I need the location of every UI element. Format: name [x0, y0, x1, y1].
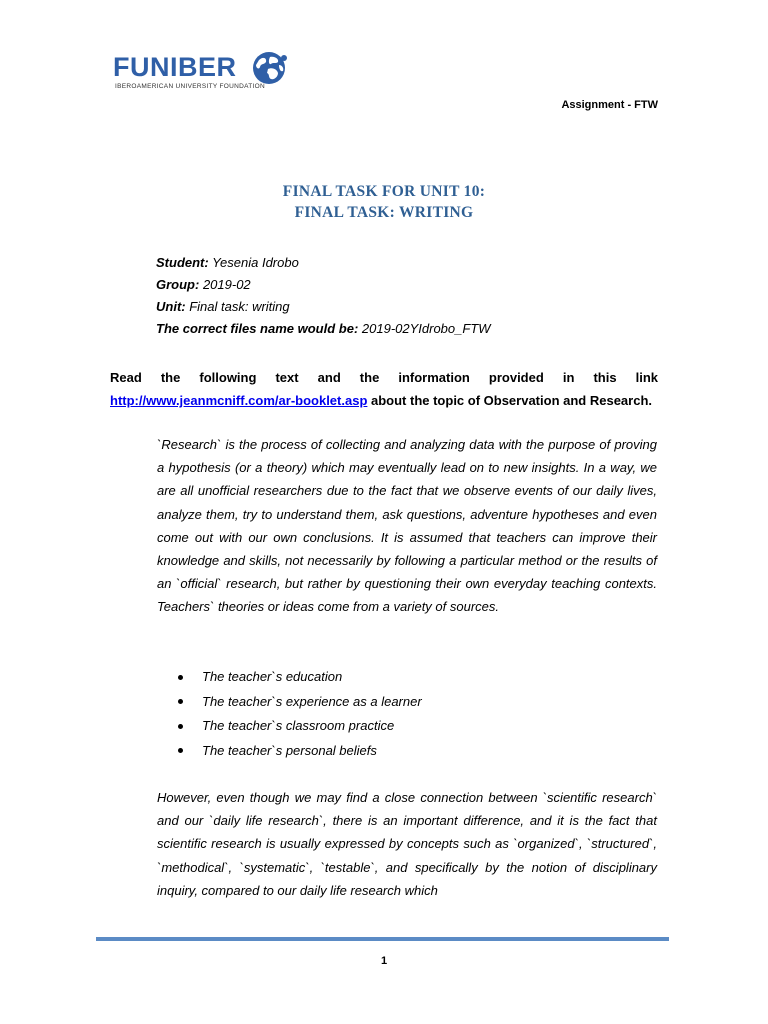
- funiber-logo: [113, 48, 293, 98]
- list-item-text: The teacher`s classroom practice: [202, 718, 395, 733]
- intro-paragraph: [110, 366, 658, 412]
- student-label: Student:: [156, 255, 209, 270]
- filename-label: The correct files name would be:: [156, 321, 359, 336]
- bullet-icon: [178, 675, 183, 680]
- list-item-text: The teacher`s personal beliefs: [202, 742, 377, 758]
- booklet-link[interactable]: http://www.jeanmcniff.com/ar-booklet.asp: [110, 393, 368, 408]
- title-line-2: FINAL TASK: WRITING: [294, 204, 474, 221]
- student-value: Yesenia Idrobo: [208, 255, 299, 270]
- list-item-text: The teacher`s experience as a learner: [202, 693, 422, 709]
- intro-text-before: Read the following text and the information provided in this link: [110, 370, 658, 385]
- filename-line: [156, 321, 491, 336]
- student-line: [156, 255, 299, 270]
- bullet-icon: [178, 724, 183, 729]
- filename-value: 2019-02YIdrobo_FTW: [358, 321, 491, 336]
- title-line-1: FINAL TASK FOR UNIT 10:: [282, 183, 486, 200]
- document-label: Assignment - FTW: [561, 99, 658, 111]
- bullet-icon: [178, 699, 183, 704]
- list-item: [178, 665, 422, 690]
- footer-divider: [96, 937, 669, 941]
- list-item: [178, 714, 422, 739]
- list-item: [178, 690, 422, 715]
- bullet-icon: [178, 748, 183, 753]
- body-paragraph-1: `Research` is the process of collecting and analyzing data with the purpose of proving a hypothesis (or a theory) which may eventually lead on to new insights. In a way, we are all unofficial researchers due to the fact that we observe events of our daily lives, analyze them, try to understand them, ask questions, adventure hypotheses and even come out with our own conclusions. It is assumed that teachers can improve their knowledge and skills, not necessarily by following a particular method or the results of an `official` research, but rather by questioning their own everyday teaching contexts. Teachers` theories or ideas come from a variety of sources.: [157, 437, 657, 615]
- logo-subtitle: IBEROAMERICAN UNIVERSITY FOUNDATION: [115, 83, 266, 90]
- globe-icon: [249, 50, 289, 86]
- unit-value: Final task: writing: [185, 299, 290, 314]
- logo-text: FUNIBER: [113, 52, 237, 82]
- group-label: Group:: [156, 277, 200, 292]
- list-item: [178, 739, 422, 764]
- sources-list: [178, 665, 422, 763]
- unit-label: Unit:: [156, 299, 186, 314]
- group-value: 2019-02: [199, 277, 251, 292]
- unit-line: [156, 299, 290, 314]
- body-paragraph-2: However, even though we may find a close connection between `scientific research` and our `daily life research`, there is an important difference, and it is the fact that scientific research is usually expressed by concepts such as `organized`, `structured`, `methodical`, `systematic`, `testable`, and specifically by the notion of disciplinary inquiry, compared to our daily life research which: [157, 790, 657, 898]
- page-number: 1: [380, 955, 388, 967]
- group-line: [156, 277, 251, 292]
- list-item-text: The teacher`s education: [202, 669, 343, 684]
- intro-text-after: about the topic of Observation and Research.: [367, 393, 652, 408]
